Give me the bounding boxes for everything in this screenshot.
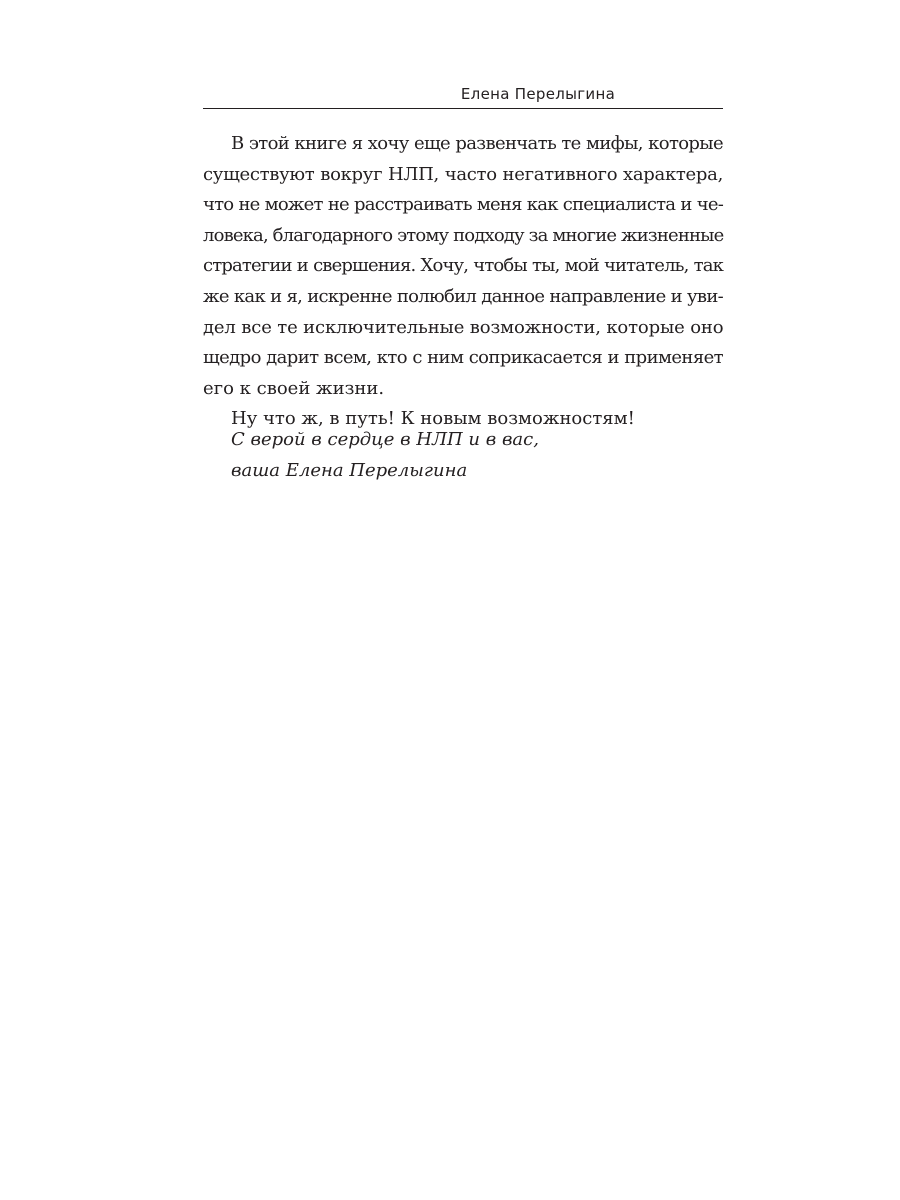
signature-line-2: ваша Елена Перелыгина [231, 459, 468, 481]
running-head-author: Елена Перелыгина [460, 85, 616, 103]
body-text [203, 129, 723, 435]
paragraph-1-line: стратегии и свершения. Хочу, чтобы ты, мой читатель, так [203, 255, 723, 277]
signature-line-1: С верой в сердце в НЛП и в вас, [231, 429, 539, 450]
paragraph-1-line: дел все те исключительные возможности, которые оно [203, 316, 724, 338]
running-head [203, 80, 723, 108]
paragraph-1-line: щедро дарит всем, кто с ним соприкасается и применяет [203, 347, 723, 369]
paragraph-1-line: его к своей жизни. [203, 377, 385, 399]
paragraph-1-line: существуют вокруг НЛП, часто негативного характера, [203, 163, 723, 185]
paragraph-1-line: что не может не расстраивать меня как специалиста и че- [203, 194, 723, 216]
paragraph-1-line: В этой книге я хочу еще развенчать те мифы, которые [231, 133, 723, 154]
header-rule [203, 108, 723, 109]
paragraph-1-line: же как и я, искренне полюбил данное направление и уви- [203, 285, 723, 307]
signature [231, 425, 539, 486]
paragraph-1-line: ловека, благодарного этому подходу за многие жизненные [203, 224, 724, 246]
paragraph-2: Ну что ж, в путь! К новым возможностям! [231, 408, 635, 430]
